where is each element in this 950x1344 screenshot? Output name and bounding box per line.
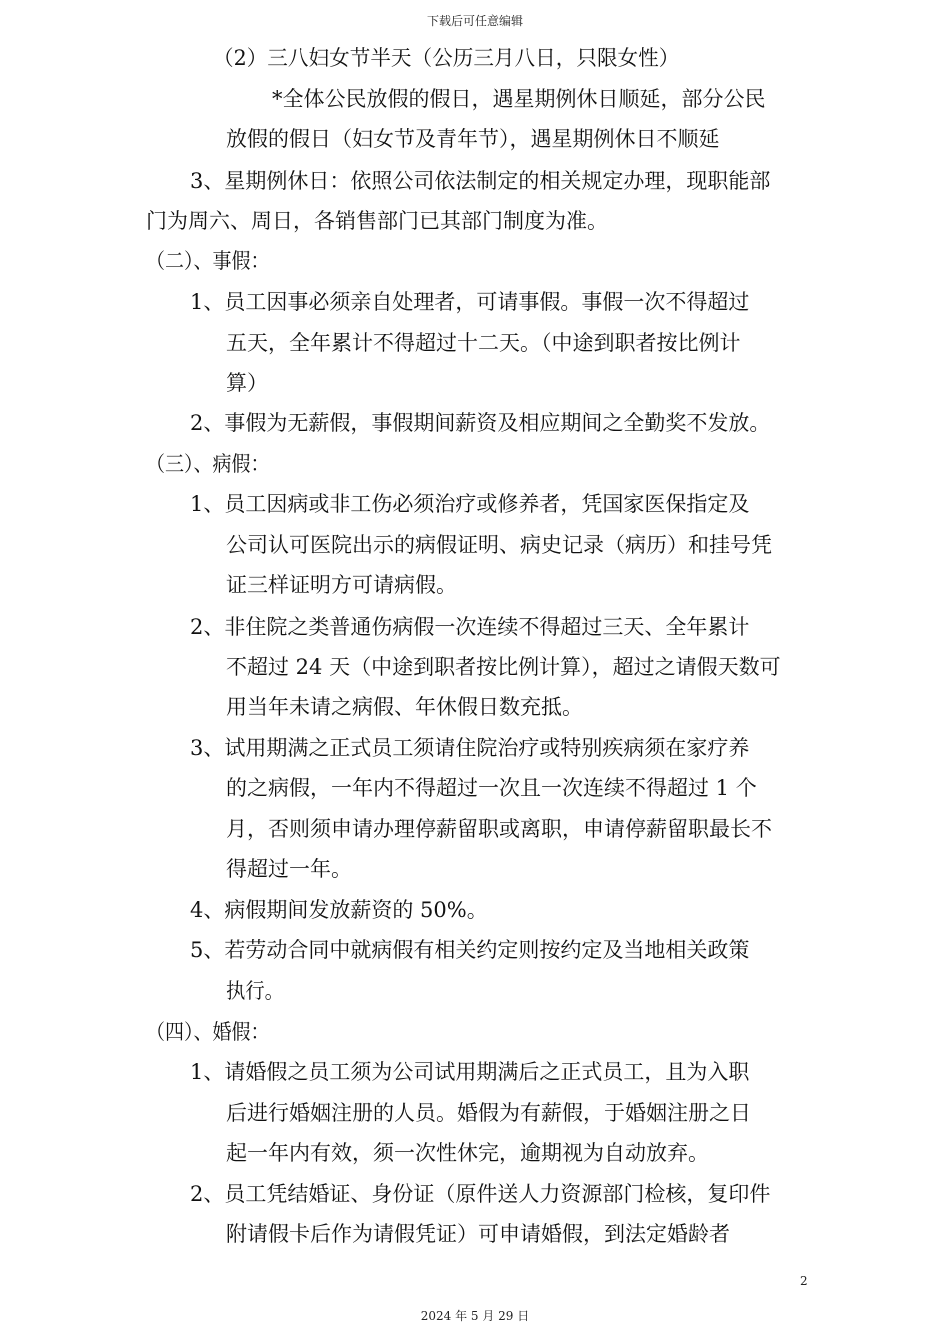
footer-date: 2024 年 5 月 29 日: [420, 1309, 530, 1323]
text-line: 1、员工因病或非工伤必须治疗或修养者，凭国家医保指定及: [190, 492, 750, 516]
text-line: 的之病假，一年内不得超过一次且一次连续不得超过 1 个: [226, 776, 757, 800]
section-heading: （三）、病假：: [146, 452, 270, 476]
text-line: 不超过 24 天（中途到职者按比例计算），超过之请假天数可: [226, 655, 781, 679]
text-line: 后进行婚姻注册的人员。婚假为有薪假，于婚姻注册之日: [226, 1101, 751, 1125]
section-heading: （四）、婚假：: [146, 1020, 270, 1044]
text-line: 得超过一年。: [226, 857, 352, 881]
text-line: 公司认可医院出示的病假证明、病史记录（病历）和挂号凭: [226, 533, 772, 557]
text-line: 起一年内有效，须一次性休完，逾期视为自动放弃。: [226, 1141, 709, 1165]
text-line: 4、病假期间发放薪资的 50%。: [190, 898, 488, 922]
text-line: 1、请婚假之员工须为公司试用期满后之正式员工，且为入职: [190, 1060, 750, 1084]
text-line: 1、员工因事必须亲自处理者，可请事假。事假一次不得超过: [190, 290, 750, 314]
text-line: 2、非住院之类普通伤病假一次连续不得超过三天、全年累计: [190, 615, 750, 639]
text-line: 五天，全年累计不得超过十二天。（中途到职者按比例计: [226, 331, 741, 355]
text-line: 2、事假为无薪假，事假期间薪资及相应期间之全勤奖不发放。: [190, 411, 771, 435]
text-line: 2、员工凭结婚证、身份证（原件送人力资源部门检核，复印件: [190, 1182, 771, 1206]
text-line: *全体公民放假的假日，遇星期例休日顺延，部分公民: [272, 87, 766, 111]
text-line: 门为周六、周日，各销售部门已其部门制度为准。: [146, 209, 608, 233]
text-line: 3、星期例休日：依照公司依法制定的相关规定办理，现职能部: [190, 169, 771, 193]
text-line: 3、试用期满之正式员工须请住院治疗或特别疾病须在家疗养: [190, 736, 750, 760]
text-line: 5、若劳动合同中就病假有相关约定则按约定及当地相关政策: [190, 938, 750, 962]
page-number: 2: [800, 1274, 808, 1288]
text-line: 用当年未请之病假、年休假日数充抵。: [226, 695, 583, 719]
text-line: 附请假卡后作为请假凭证）可申请婚假，到法定婚龄者: [226, 1222, 730, 1246]
page-header: 下载后可任意编辑: [426, 14, 523, 28]
text-line: （2）三八妇女节半天（公历三月八日，只限女性）: [213, 46, 680, 70]
section-heading: （二）、事假：: [146, 249, 270, 273]
text-line: 月，否则须申请办理停薪留职或离职，申请停薪留职最长不: [226, 817, 772, 841]
text-line: 执行。: [226, 979, 284, 1003]
text-line: 算）: [226, 371, 268, 395]
text-line: 放假的假日（妇女节及青年节），遇星期例休日不顺延: [226, 127, 720, 151]
text-line: 证三样证明方可请病假。: [226, 573, 457, 597]
